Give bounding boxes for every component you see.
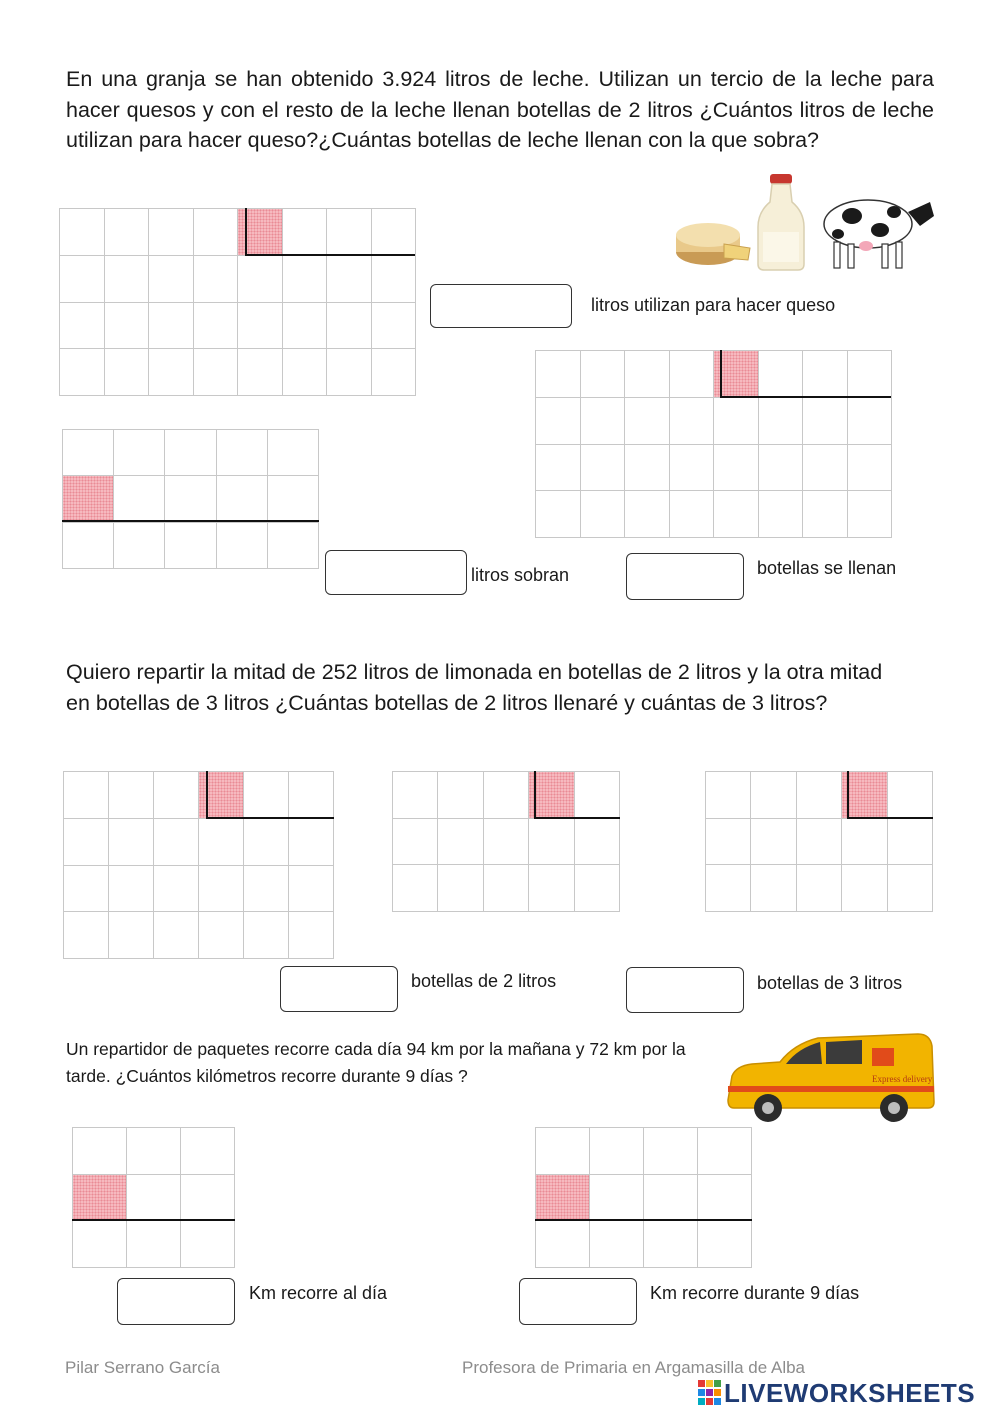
label-km-dia: Km recorre al día	[249, 1283, 388, 1303]
division-bracket-horizontal	[245, 254, 415, 256]
result-line	[535, 1219, 752, 1221]
division-bracket-vertical	[720, 350, 722, 398]
answer-box-km-dia[interactable]	[117, 1278, 235, 1325]
label-2-litros: botellas de 2 litros	[411, 971, 557, 991]
division-bracket-horizontal	[847, 817, 933, 819]
delivery-van-icon	[722, 1030, 936, 1124]
footer-author: Pilar Serrano García	[65, 1358, 220, 1377]
division-grid-1a[interactable]	[59, 208, 416, 396]
division-bracket-vertical	[245, 208, 247, 256]
liveworksheets-logo-icon	[698, 1380, 722, 1406]
result-line	[72, 1219, 235, 1221]
addition-grid-3a[interactable]	[72, 1127, 235, 1268]
multiplication-grid-3b[interactable]	[535, 1127, 752, 1268]
label-queso: litros utilizan para hacer queso	[591, 295, 836, 315]
division-grid-2c[interactable]	[705, 771, 933, 912]
division-bracket-horizontal	[534, 817, 620, 819]
milk-bottle-icon	[758, 174, 804, 270]
van-text: Express delivery	[872, 1074, 933, 1084]
label-sobran: litros sobran	[471, 565, 570, 585]
division-bracket-vertical	[534, 771, 536, 819]
footer-role: Profesora de Primaria en Argamasilla de Alba	[462, 1358, 806, 1377]
division-grid-1b[interactable]	[535, 350, 892, 538]
result-line	[62, 520, 319, 522]
problem-2-text: Quiero repartir la mitad de 252 litros de limonada en botellas de 2 litros y la otra mitad en botellas de 3 litros ¿Cuántas botellas de 2 litros llenaré y cuántas de 3 litros?	[66, 660, 883, 715]
liveworksheets-brand[interactable]: LIVEWORKSHEETS	[724, 1378, 976, 1408]
answer-box-3-litros[interactable]	[626, 967, 744, 1013]
subtraction-grid-1c[interactable]	[62, 429, 319, 569]
answer-box-km-9-dias[interactable]	[519, 1278, 637, 1325]
cow-icon	[824, 200, 934, 268]
division-bracket-horizontal	[720, 396, 891, 398]
answer-box-2-litros[interactable]	[280, 966, 398, 1012]
problem-3-text: Un repartidor de paquetes recorre cada día 94 km por la mañana y 72 km por la tarde. ¿Cuántos kilómetros recorre durante 9 días ?	[66, 1039, 686, 1086]
answer-box-sobran[interactable]	[325, 550, 467, 595]
division-bracket-vertical	[847, 771, 849, 819]
division-grid-2b[interactable]	[392, 771, 620, 912]
label-km-9-dias: Km recorre durante 9 días	[650, 1283, 860, 1303]
farm-illustration	[668, 172, 936, 274]
division-bracket-horizontal	[206, 817, 334, 819]
division-grid-2a[interactable]	[63, 771, 334, 959]
label-botellas: botellas se llenan	[757, 558, 897, 578]
problem-1-text: En una granja se han obtenido 3.924 litros de leche. Utilizan un tercio de la leche para hacer quesos y con el resto de la leche llenan botellas de 2 litros ¿Cuántos litros de leche utilizan para hacer queso?¿Cuántas botellas de leche llenan con la que sobra?	[66, 67, 934, 152]
answer-box-queso[interactable]	[430, 284, 572, 328]
answer-box-botellas[interactable]	[626, 553, 744, 600]
label-3-litros: botellas de 3 litros	[757, 973, 903, 993]
division-bracket-vertical	[206, 771, 208, 819]
cheese-icon	[676, 223, 750, 265]
